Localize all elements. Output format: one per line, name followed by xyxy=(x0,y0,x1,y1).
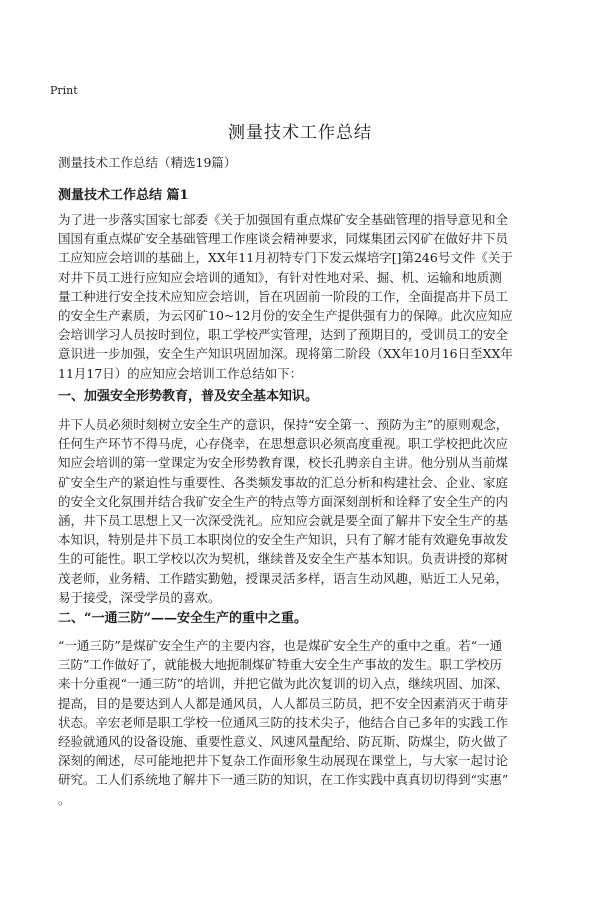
paragraph-line: 会培训学习人员按时到位，职工学校严实管理，达到了预期目的，受训员工的安全 xyxy=(58,327,509,343)
heading-ventilation: 二、“一通三防”——安全生产的重中之重。 xyxy=(58,611,307,626)
paragraph-line: 对井下员工进行应知应会培训的通知》，有针对性地对采、掘、机、运输和地质测 xyxy=(58,269,502,285)
paragraph-line: 涵，井下员工思想上又一次深受洗礼。应知应会就是要全面了解井下安全生产的基 xyxy=(58,513,509,529)
paragraph-line: 知应会培训的第一堂课定为安全形势教育课，校长孔骋亲自主讲。他分别从当前煤 xyxy=(58,455,509,471)
paragraph-line: 11月17日）的应知应会培训工作总结如下： xyxy=(58,365,303,381)
paragraph-line: 三防”工作做好了，就能极大地扼制煤矿特重大安全生产事故的发生。职工学校历 xyxy=(58,657,502,673)
print-label: Print xyxy=(50,84,78,97)
paragraph-line: 的安全生产素质，为云冈矿10~12月份的安全生产提供强有力的保障。此次应知应 xyxy=(58,308,513,324)
paragraph-line: 工应知应会培训的基础上，XX年11月初特专门下发云煤培字[]第246号文件《关于 xyxy=(58,250,513,266)
paragraph-line: 。 xyxy=(58,791,71,807)
section-heading: 测量技术工作总结 篇1 xyxy=(58,188,189,203)
paragraph-ventilation xyxy=(58,636,558,809)
paragraph-line: 来十分重视“一通三防”的培训，并把它做为此次复训的切入点，继续巩固、加深、 xyxy=(58,676,509,692)
paragraph-safety-education xyxy=(58,415,558,607)
page-title: 测量技术工作总结 xyxy=(228,123,372,143)
paragraph-line: 状态。辛宏老师是职工学校一位通风三防的技术尖子，他结合自己多年的实践工作 xyxy=(58,714,509,730)
paragraph-line: “一通三防”是煤矿安全生产的主要内容，也是煤矿安全生产的重中之重。若“一通 xyxy=(58,638,503,653)
document-subtitle: 测量技术工作总结（精选19篇） xyxy=(58,155,237,170)
heading-safety-education: 一、加强安全形势教育，普及安全基本知识。 xyxy=(58,389,319,404)
paragraph-line: 意识进一步加强，安全生产知识巩固加深。现将第二阶段（XX年10月16日至XX年 xyxy=(58,346,513,362)
paragraph-line: 生的可能性。职工学校以次为契机，继续普及安全生产基本知识。负责讲授的郑树 xyxy=(58,551,509,567)
paragraph-line: 本知识，特别是井下员工本职岗位的安全生产知识，只有了解才能有效避免事故发 xyxy=(58,532,509,548)
paragraph-line: 提高，目的是要达到人人都是通风员，人人都员三防员，把不安全因素消灭于萌芽 xyxy=(58,695,509,711)
paragraph-line: 国国有重点煤矿安全基础管理工作座谈会精神要求，同煤集团云冈矿在做好井下员 xyxy=(58,231,509,247)
paragraph-line: 茂老师，业务精、工作踏实勤勉，授课灵活多样，语言生动风趣，贴近工人兄弟， xyxy=(58,570,509,586)
paragraph-intro xyxy=(58,210,558,383)
paragraph-line: 为了进一步落实国家七部委《关于加强国有重点煤矿安全基础管理的指导意见和全 xyxy=(58,212,509,227)
paragraph-line: 经验就通风的设备设施、重要性意义、风速风量配给、防瓦斯、防煤尘，防火做了 xyxy=(58,734,509,750)
paragraph-line: 的安全文化氛围并结合我矿安全生产的特点等方面深刻剖析和诠释了安全生产的内 xyxy=(58,493,509,509)
paragraph-line: 研究。工人们系统地了解井下一通三防的知识，在工作实践中真真切切得到“实惠” xyxy=(58,772,509,788)
paragraph-line: 矿安全生产的紧迫性与重要性、各类频发事故的汇总分析和构建社会、企业、家庭 xyxy=(58,474,509,490)
paragraph-line: 量工种进行安全技术应知应会培训，旨在巩固前一阶段的工作，全面提高井下员工 xyxy=(58,288,509,304)
paragraph-line: 任何生产环节不得马虎，心存侥幸，在思想意识必须高度重视。职工学校把此次应 xyxy=(58,436,509,452)
paragraph-line: 井下人员必须时刻树立安全生产的意识，保持“安全第一、预防为主”的原则观念， xyxy=(58,417,509,432)
paragraph-line: 深刻的阐述，尽可能地把井下复杂工作面形象生动展现在课堂上，与大家一起讨论 xyxy=(58,753,509,769)
paragraph-line: 易于接受，深受学员的喜欢。 xyxy=(58,589,221,605)
